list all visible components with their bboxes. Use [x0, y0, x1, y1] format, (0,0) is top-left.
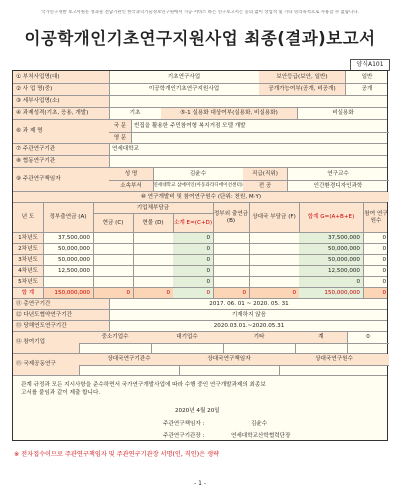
cell-people: 0 — [382, 256, 386, 263]
cell-people: 0 — [382, 234, 386, 241]
cell-cash — [93, 244, 133, 254]
label-ministry-program: ① 부처사업명(대) — [13, 71, 109, 83]
report-form — [12, 70, 388, 441]
budget-row — [13, 265, 387, 276]
col-cash: 현금 (C) — [93, 213, 133, 233]
row-project-title — [13, 119, 387, 143]
label-title-korean: 국 문 — [109, 120, 131, 132]
copyright-notice: 국가연구개발 보고서원문 성과물 전담기관인 한국과학기술정보연구원에서 가공·서비스 하는 연구보고서는 동의 없이 상업적 및 기타 영리목적으로 사용할 수 없습니다. — [41, 10, 359, 15]
label-sme-count: 중소기업수 — [79, 332, 151, 343]
col-gov: 정부출연금 (A) — [49, 214, 87, 221]
cell-cash — [93, 266, 133, 276]
budget-header — [13, 202, 387, 232]
col-people: 참여 연구원수 — [364, 211, 388, 224]
budget-row — [13, 276, 387, 287]
label-security-level: 보안등급(보안, 일반) — [259, 71, 345, 83]
col-corp-group: 기업체부담금 — [136, 204, 170, 211]
cell-year: 5차년도 — [13, 277, 43, 287]
cell-subtotal: 0 — [173, 288, 213, 298]
cell-year: 1차년도 — [13, 233, 43, 243]
cell-kind — [133, 266, 173, 276]
statement-line-2: 고서를 붙임과 같이 제출 합니다. — [21, 390, 101, 396]
row-current-year — [13, 320, 387, 331]
value-disclosure: 공개 — [361, 86, 373, 93]
value-current-year: 2020.03.01.~2020.05.31 — [213, 322, 285, 329]
label-large-count: 대기업수 — [151, 332, 223, 343]
cell-sum: 0 — [299, 277, 363, 287]
value-pi-signature: 김윤수 — [251, 421, 268, 427]
budget-row — [13, 254, 387, 265]
cell-sum: 37,500,000 — [299, 233, 363, 243]
cell-kind — [133, 244, 173, 254]
value-security-level: 일반 — [361, 73, 373, 80]
label-pi-major: 전 공 — [243, 180, 287, 192]
row-partner-institution — [13, 155, 387, 167]
label-other-count: 기타 — [223, 332, 295, 343]
row-sub-program — [13, 95, 387, 107]
label-pi-position: 직급(직위) — [243, 168, 287, 180]
label-org-signature: 주관연구기관장 : — [163, 433, 205, 439]
cell-cash — [93, 255, 133, 265]
submission-date: 2020년 4월 20일 — [175, 408, 220, 414]
cell-people: 0 — [382, 267, 386, 274]
cell-local — [213, 277, 249, 287]
cell-people: 0 — [382, 278, 386, 285]
value-pi-major: 인간환경디자인과학 — [287, 180, 389, 192]
label-international: ⑮ 국제공동연구 — [13, 354, 79, 375]
label-total-period: ⑪ 총연구기간 — [13, 299, 109, 309]
label-project-title: ⑥ 과 제 명 — [13, 120, 109, 143]
label-current-year: ⑬ 당해연도연구기간 — [13, 321, 109, 331]
row-ministry-program — [13, 71, 387, 83]
cell-sum: 150,000,000 — [299, 288, 363, 298]
row-total-period — [13, 298, 387, 309]
budget-heading-row — [13, 191, 387, 202]
col-year: 년 도 — [21, 214, 35, 221]
cell-cash — [93, 233, 133, 243]
cell-year: 3차년도 — [13, 255, 43, 265]
row-multi-year — [13, 309, 387, 320]
cell-cash: 0 — [126, 289, 130, 296]
label-lead-institution: ⑦ 주관연구기관 — [13, 144, 109, 155]
cell-subtotal: 0 — [173, 233, 213, 243]
row-principal-investigator — [13, 167, 387, 191]
cell-year: 2차년도 — [13, 244, 43, 254]
cell-gov: 50,000,000 — [57, 256, 90, 263]
label-pi-name: 성 명 — [109, 168, 153, 180]
value-ministry-program: 기초연구사업 — [167, 73, 201, 80]
budget-row — [13, 232, 387, 243]
value-multi-year: 기재하지 않음 — [231, 311, 267, 318]
cell-sum: 50,000,000 — [299, 244, 363, 254]
cell-sum: 50,000,000 — [299, 255, 363, 265]
label-partner-institution: ⑧ 협동연구기관 — [13, 156, 109, 167]
cell-gov: 12,500,000 — [57, 267, 90, 274]
statement-block — [13, 375, 387, 442]
cell-subtotal: 0 — [173, 255, 213, 265]
label-partner-pi: 상대국연구책임자 — [179, 354, 279, 365]
cell-match — [249, 277, 299, 287]
value-pi-dept: 연세대학교 삼애미인(아동과라디에이션센터) — [153, 180, 243, 192]
col-subtotal: 소계 E=(C+D) — [173, 213, 213, 233]
label-pi-signature: 주관연구책임자 : — [163, 421, 205, 427]
value-title-korean: 빈집을 활용한 주민참여형 복지거점 모델 개발 — [134, 122, 246, 129]
label-disclosure: 공개가능여부(공개, 비공개) — [259, 84, 345, 95]
value-commercialization: 비실용화 — [332, 110, 354, 117]
value-program-name: 이공학개인기초연구지원사업 — [148, 86, 220, 93]
page-number: - 1 - — [194, 480, 206, 487]
col-match: 상대국 부담금 (F) — [252, 214, 296, 221]
statement-line-1: 관계 규정과 모든 지시사항을 준수하면서 국가연구개발사업에 따라 수행 중인 연구개발과제의 최종보 — [21, 382, 266, 388]
value-pi-name: 김윤수 — [189, 170, 207, 177]
cell-gov — [43, 277, 93, 287]
value-org-signature: 연세대학교산학협력단장 — [231, 433, 291, 439]
col-local: 정부외 출연금 (B) — [213, 211, 249, 224]
label-principal-investigator: ⑨ 주관연구책임자 — [13, 168, 109, 191]
cell-subtotal: 0 — [173, 266, 213, 276]
page-title: 이공학개인기초연구지원사업 최종(결과)보고서 — [24, 29, 376, 48]
cell-local — [213, 255, 249, 265]
label-commercialization: ⑤-1 실용화 대상여부(실용화, 비실용화) — [161, 108, 297, 119]
label-project-type: ④ 과제성격(기초, 응용, 개발) — [13, 108, 109, 119]
budget-total-row — [13, 287, 387, 298]
cell-local: 0 — [242, 289, 246, 296]
value-total-period: 2017. 06. 01 ~ 2020. 05. 31 — [209, 300, 289, 307]
value-project-type: 기초 — [129, 110, 141, 117]
label-partner-org-count: 상대국연구기관수 — [79, 354, 179, 365]
budget-row — [13, 243, 387, 254]
label-multi-year: ⑫ 다년도협약연구기간 — [13, 310, 109, 320]
cell-people: 0 — [382, 289, 386, 296]
cell-cash — [93, 277, 133, 287]
value-company-total: 0 — [366, 334, 370, 341]
row-program-name — [13, 83, 387, 95]
cell-match — [249, 266, 299, 276]
budget-heading: ⑩ 연구개발비 및 참여연구원수 (단위: 천원, M·Y) — [13, 192, 389, 202]
col-sum: 합계 G=(A+B+E) — [307, 214, 355, 221]
cell-kind: 0 — [166, 289, 170, 296]
value-pi-position: 연구교수 — [327, 170, 349, 177]
cell-match — [249, 233, 299, 243]
cell-people: 0 — [382, 245, 386, 252]
cell-kind — [133, 255, 173, 265]
cell-subtotal: 0 — [173, 244, 213, 254]
cell-local — [213, 233, 249, 243]
label-participating-companies: ⑭ 참여기업 — [13, 332, 79, 353]
signature-footnote: ※ 전자접수이므로 주관연구책임자 및 주관연구기관장 서명(인, 직인)은 생략 — [14, 451, 220, 458]
cell-local — [213, 244, 249, 254]
cell-gov: 37,500,000 — [57, 234, 90, 241]
cell-subtotal: 0 — [173, 277, 213, 287]
row-participating-companies — [13, 331, 387, 353]
label-sub-program: ③ 세부사업명(소) — [13, 96, 109, 107]
row-lead-institution — [13, 143, 387, 155]
col-kind: 현물 (D) — [133, 213, 173, 233]
label-title-english: 영 문 — [109, 132, 131, 144]
cell-match — [249, 255, 299, 265]
cell-kind — [133, 233, 173, 243]
row-project-type — [13, 107, 387, 119]
cell-kind — [133, 277, 173, 287]
cell-match: 0 — [292, 289, 296, 296]
form-id-box: 양식A101 — [350, 59, 390, 71]
cell-match — [249, 244, 299, 254]
cell-year: 합 계 — [13, 288, 43, 298]
cell-gov: 150,000,000 — [54, 289, 90, 296]
value-lead-institution: 연세대학교 — [112, 146, 140, 153]
label-company-total: 계 — [295, 332, 347, 343]
row-international — [13, 353, 387, 375]
cell-sum: 12,500,000 — [299, 266, 363, 276]
cell-gov: 50,000,000 — [57, 245, 90, 252]
label-partner-researcher-count: 상대국연구원수 — [279, 354, 389, 365]
label-program-name: ② 사 업 명(중) — [13, 84, 109, 95]
label-pi-dept: 소속부서 — [109, 180, 153, 192]
cell-local — [213, 266, 249, 276]
cell-year: 4차년도 — [13, 266, 43, 276]
